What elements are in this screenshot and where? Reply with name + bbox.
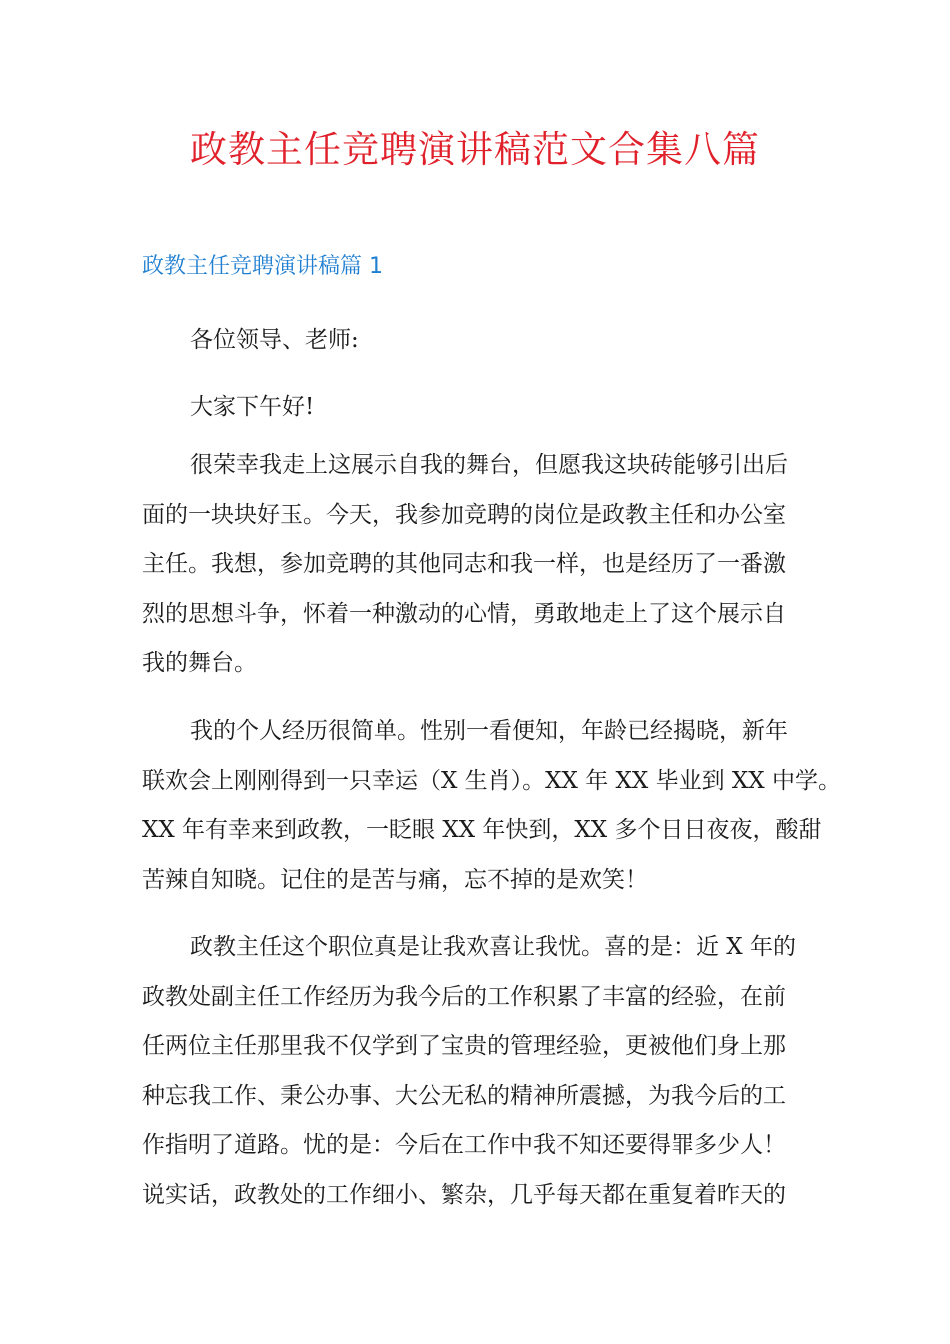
paragraph-2 — [142, 707, 841, 905]
section-heading: 政教主任竞聘演讲稿篇 1 — [142, 254, 383, 279]
paragraph-line: 面的一块块好玉。今天，我参加竞聘的岗位是政教主任和办公室 — [142, 501, 786, 528]
paragraph-line: 烈的思想斗争，怀着一种激动的心情，勇敢地走上了这个展示自 — [142, 600, 786, 627]
paragraph-line: XX 年有幸来到政教，一眨眼 XX 年快到，XX 多个日日夜夜，酸甜 — [142, 817, 822, 843]
paragraph-line: 我的舞台。 — [142, 650, 257, 676]
salutation-text: 大家下午好! — [190, 394, 315, 420]
paragraph-line: 政教主任这个职位真是让我欢喜让我忧。喜的是：近 X 年的 — [190, 934, 796, 960]
paragraph-line: 作指明了道路。忧的是：今后在工作中我不知还要得罪多少人！ — [142, 1132, 786, 1158]
salutation-line — [142, 383, 814, 433]
paragraph-line: 很荣幸我走上这展示自我的舞台，但愿我这块砖能够引出后 — [190, 452, 788, 478]
greeting-line — [142, 316, 814, 366]
paragraph-line: 说实话，政教处的工作细小、繁杂，几乎每天都在重复着昨天的 — [142, 1181, 786, 1208]
paragraph-1 — [142, 441, 814, 689]
paragraph-line: 我的个人经历很简单。性别一看便知，年龄已经揭晓，新年 — [190, 718, 788, 744]
paragraph-line: 政教处副主任工作经历为我今后的工作积累了丰富的经验，在前 — [142, 983, 786, 1010]
document-title: 政教主任竞聘演讲稿范文合集八篇 — [190, 128, 760, 171]
paragraph-3 — [142, 923, 814, 1220]
greeting-text: 各位领导、老师: — [190, 327, 359, 353]
paragraph-line: 联欢会上刚刚得到一只幸运（X 生肖）。XX 年 XX 毕业到 XX 中学。 — [142, 767, 841, 794]
paragraph-line: 苦辣自知晓。记住的是苦与痛，忘不掉的是欢笑！ — [142, 866, 648, 893]
paragraph-line: 种忘我工作、秉公办事、大公无私的精神所震撼，为我今后的工 — [142, 1082, 786, 1109]
paragraph-line: 主任。我想，参加竞聘的其他同志和我一样，也是经历了一番激 — [142, 551, 786, 577]
paragraph-line: 任两位主任那里我不仅学到了宝贵的管理经验，更被他们身上那 — [142, 1033, 786, 1059]
